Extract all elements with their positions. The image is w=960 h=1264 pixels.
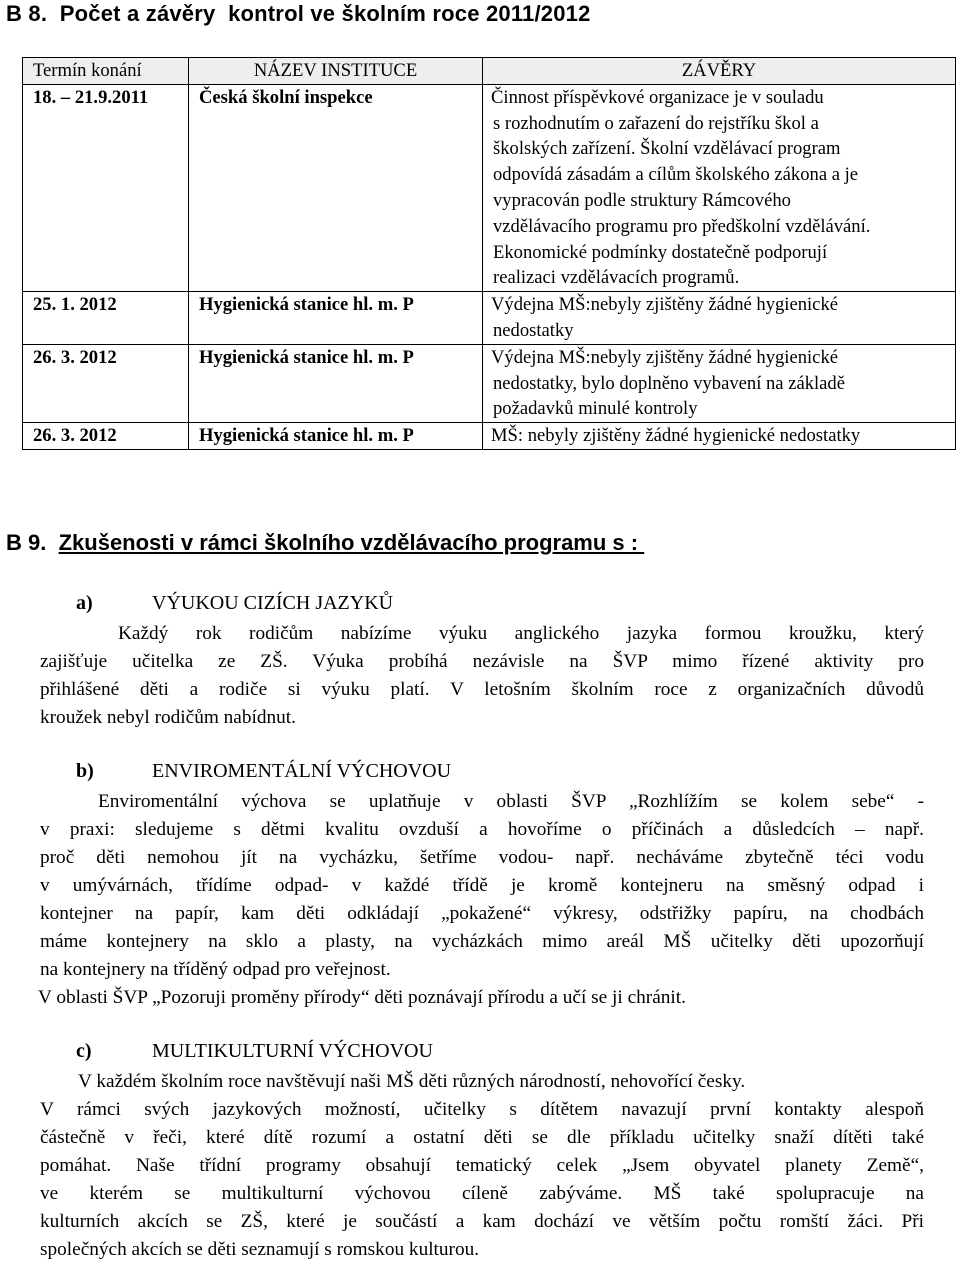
subsection-letter: b)	[76, 760, 94, 782]
conclusion-line: MŠ: nebyly zjištěny žádné hygienické nedostatky	[491, 425, 861, 447]
paragraph-line: proč děti nemohou jít na vycházku, šetříme vodou- např. necháváme zbytečně téci vodu	[40, 847, 924, 868]
conclusion-line: vzdělávacího programu pro předškolní vzdělávání.	[493, 215, 871, 237]
paragraph-line: V oblasti ŠVP „Pozoruji proměny přírody“ děti poznávají přírodu a učí se ji chránit.	[38, 987, 686, 1008]
row-date: 18. – 21.9.2011	[23, 84, 189, 291]
subsection-label: VÝUKOU CIZÍCH JAZYKŮ	[152, 592, 394, 614]
row-date: 25. 1. 2012	[23, 292, 189, 345]
row-conclusion	[483, 423, 956, 450]
row-institution: Hygienická stanice hl. m. P	[189, 344, 483, 422]
conclusion-line: s rozhodnutím o zařazení do rejstříku škol a	[493, 112, 819, 134]
paragraph-line: zajišťuje učitelka ze ZŠ. Výuka probíhá nezávisle na ŠVP mimo řízené aktivity pro	[40, 651, 924, 672]
header-conclusions: ZÁVĚRY	[483, 58, 956, 85]
paragraph-line: v praxi: sledujeme s dětmi kvalitu ovzduší a hovoříme o příčinách a důsledcích – např.	[40, 819, 924, 840]
inspection-table	[22, 57, 956, 450]
header-institution: NÁZEV INSTITUCE	[189, 58, 483, 85]
row-institution: Česká školní inspekce	[189, 84, 483, 291]
paragraph-line: v umývárnách, třídíme odpad- v každé třídě je kromě kontejneru na směsný odpad i	[40, 875, 924, 896]
row-date: 26. 3. 2012	[23, 344, 189, 422]
header-termin: Termín konání	[23, 58, 189, 85]
row-conclusion	[483, 292, 956, 345]
conclusion-line: nedostatky	[493, 319, 574, 341]
paragraph-line: Každý rok rodičům nabízíme výuku anglického jazyka formou kroužku, který	[118, 623, 924, 644]
paragraph-line: kontejner na papír, kam děti odkládají „pokažené“ výkresy, odstřižky papíru, na chodbách	[40, 903, 924, 924]
row-conclusion	[483, 84, 956, 291]
subsection-c-paragraph	[40, 1068, 924, 1264]
subsection-label: ENVIROMENTÁLNÍ VÝCHOVOU	[152, 760, 452, 782]
paragraph-line: pomáhat. Naše třídní programy obsahují tematický celek „Jsem obyvatel planety Země“,	[40, 1155, 924, 1176]
table-header-row	[23, 58, 956, 85]
section-b9-heading	[6, 530, 644, 556]
conclusion-line: požadavků minulé kontroly	[493, 398, 698, 420]
paragraph-line: na kontejnery na tříděný odpad pro veřejnost.	[40, 959, 391, 980]
subsection-a-paragraph	[40, 620, 924, 732]
section-b8-heading: B 8. Počet a závěry kontrol ve školním roce 2011/2012	[6, 1, 591, 26]
row-conclusion	[483, 344, 956, 422]
row-institution: Hygienická stanice hl. m. P	[189, 423, 483, 450]
conclusion-line: školských zařízení. Školní vzdělávací program	[493, 138, 841, 160]
row-institution: Hygienická stanice hl. m. P	[189, 292, 483, 345]
table-row	[23, 84, 956, 291]
subsection-a-heading	[76, 592, 393, 615]
subsection-letter: a)	[76, 592, 93, 614]
section-b9-prefix: B 9.	[6, 530, 47, 555]
paragraph-line: V každém školním roce navštěvují naši MŠ děti různých národností, nehovořící česky.	[78, 1071, 746, 1092]
table-row	[23, 292, 956, 345]
paragraph-line: přihlášené děti a rodiče si výuku platí. V letošním školním roce z organizačních důvodů	[40, 679, 924, 700]
paragraph-line: ve kterém se multikulturní výchovou cíleně zabýváme. MŠ také spolupracuje na	[40, 1183, 924, 1204]
paragraph-line: Enviromentální výchova se uplatňuje v oblasti ŠVP „Rozhlížím se kolem sebe“ -	[98, 791, 924, 812]
subsection-c-heading	[76, 1040, 433, 1063]
paragraph-line: máme kontejnery na sklo a plasty, na vycházkách mimo areál MŠ učitelky děti upozorňují	[40, 931, 924, 952]
table-row	[23, 344, 956, 422]
conclusion-line: odpovídá zásadám a cílům školského zákona a je	[493, 164, 859, 186]
conclusion-line: Výdejna MŠ:nebyly zjištěny žádné hygienické	[491, 346, 838, 368]
conclusion-line: nedostatky, bylo doplněno vybavení na základě	[493, 372, 845, 394]
conclusion-line: realizaci vzdělávacích programů.	[493, 267, 740, 289]
conclusion-line: Výdejna MŠ:nebyly zjištěny žádné hygienické	[491, 294, 838, 316]
section-b9-title: Zkušenosti v rámci školního vzdělávacího programu s :	[58, 530, 645, 555]
subsection-b-heading	[76, 760, 451, 783]
conclusion-line: Ekonomické podmínky dostatečně podporují	[493, 241, 828, 263]
paragraph-line: kroužek nebyl rodičům nabídnut.	[40, 707, 296, 728]
paragraph-line: společných akcích se děti seznamují s romskou kulturou.	[40, 1239, 480, 1260]
conclusion-line: Činnost příspěvkové organizace je v souladu	[491, 86, 824, 108]
paragraph-line: částečně v řeči, které dítě rozumí a ostatní děti se dle příkladu učitelky snaží dítěti také	[40, 1127, 924, 1148]
row-date: 26. 3. 2012	[23, 423, 189, 450]
table-row	[23, 423, 956, 450]
paragraph-line: kulturních akcích se ZŠ, které je součástí a kam dochází ve větším počtu romští žáci. Při	[40, 1211, 924, 1232]
paragraph-line: V rámci svých jazykových možností, učitelky s dítětem navazují první kontakty alespoň	[40, 1099, 924, 1120]
subsection-label: MULTIKULTURNÍ VÝCHOVOU	[152, 1040, 433, 1062]
subsection-letter: c)	[76, 1040, 92, 1062]
conclusion-line: vypracován podle struktury Rámcového	[493, 189, 791, 211]
subsection-b-paragraph	[40, 788, 924, 1012]
